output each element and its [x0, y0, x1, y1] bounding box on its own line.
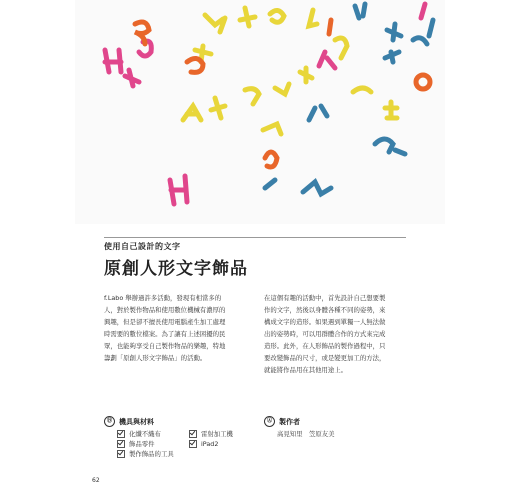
checkbox-icon: [189, 440, 197, 448]
checkbox-icon: [117, 440, 125, 448]
list-item: [117, 429, 174, 439]
creators-badge: Ⓐ: [264, 416, 275, 427]
hero-photo: [75, 0, 445, 224]
body-line: 眾，也能夠享受自己製作物品的樂趣，特地: [104, 342, 226, 350]
article-title: 原創人形文字飾品: [104, 259, 248, 279]
materials-list-2: [189, 429, 233, 449]
body-line: 興趣，但是卻不擅長使用電腦產生加工處理: [104, 318, 226, 326]
list-item: [117, 449, 174, 459]
body-line: 籌劃「原創人形文字飾品」的活動。: [104, 354, 207, 362]
material-label: 雷射加工機: [201, 430, 233, 438]
materials-badge: ⑲: [104, 416, 115, 427]
material-label: iPad2: [201, 440, 219, 448]
article-kicker: 使用自己設計的文字: [104, 242, 181, 251]
body-line: 在這個有趣的活動中，首先設計自己想要製: [264, 294, 386, 302]
body-column-right: [264, 292, 404, 376]
materials-heading-label: 機具與材料: [119, 417, 154, 426]
body-line: 要改變飾品的尺寸，或是變更加工的方法，: [264, 354, 386, 362]
body-line: 就能將作品用在其他用途上。: [264, 366, 348, 374]
section-rule: [104, 237, 406, 238]
body-line: 出的姿勢時，可以用群體合作的方式來完成: [264, 330, 386, 338]
checkbox-icon: [117, 430, 125, 438]
body-column-left: [104, 292, 244, 364]
materials-list-1: [117, 429, 174, 459]
checkbox-icon: [117, 450, 125, 458]
creators-heading-label: 製作者: [279, 417, 300, 426]
materials-heading: [104, 416, 154, 427]
body-line: 造形。此外，在人形飾品的製作過程中，只: [264, 342, 386, 350]
material-label: 製作飾品的工具: [129, 450, 174, 458]
body-line: 人，對於製作物品和使用數位機械有濃厚的: [104, 306, 226, 314]
body-line: f.Labo 舉辦過許多活動，發現有相當多的: [104, 294, 222, 302]
body-line: 構成文字的造形。如果遇到單獨一人無法做: [264, 318, 386, 326]
material-label: 飾品零件: [129, 440, 155, 448]
body-line: 作的文字，然後以身體各種不同的姿勢，來: [264, 306, 386, 314]
creator-names: 高見知里 笠原友美: [277, 430, 335, 438]
body-line: 時需要的數位檔案。為了讓有上述困擾的民: [104, 330, 226, 338]
checkbox-icon: [189, 430, 197, 438]
felt-letters-image: [75, 0, 445, 224]
page-number: 62: [92, 477, 100, 484]
material-label: 化纖不織布: [129, 430, 161, 438]
list-item: [189, 439, 233, 449]
creators-heading: [264, 416, 300, 427]
list-item: [117, 439, 174, 449]
list-item: [189, 429, 233, 439]
